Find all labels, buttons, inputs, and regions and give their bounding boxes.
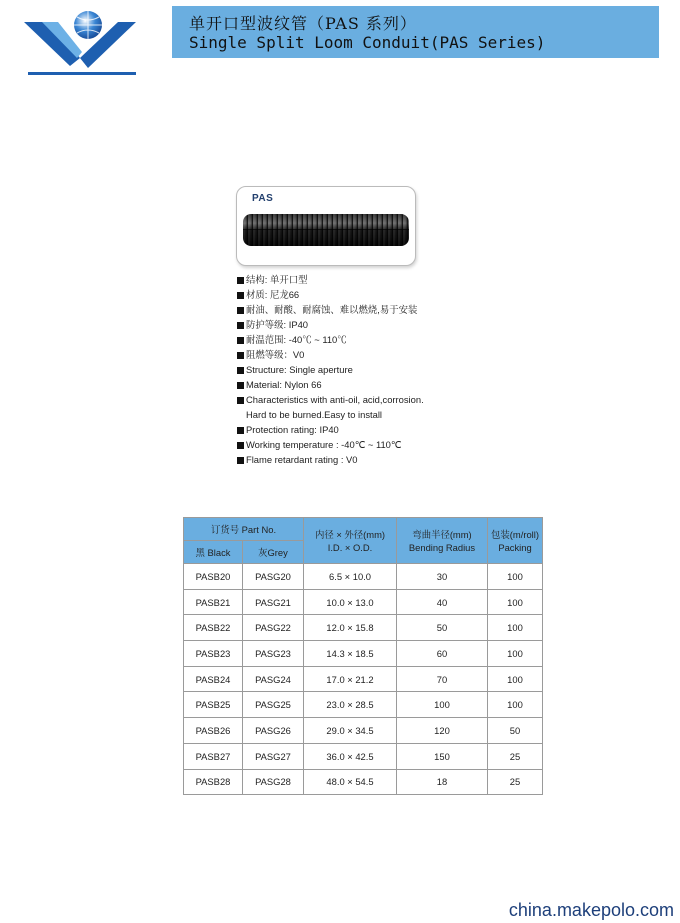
size-cell: 29.0 × 34.5 xyxy=(304,718,397,744)
black-header: 黑 Black xyxy=(184,541,243,564)
table-row xyxy=(184,769,543,795)
part-no-header: 订货号 Part No. xyxy=(184,518,304,541)
spec-text: Working temperature : -40℃ ~ 110℃ xyxy=(246,439,402,450)
grey-part-cell: PASG21 xyxy=(243,589,304,615)
spec-line xyxy=(237,272,424,287)
square-bullet-icon xyxy=(237,427,244,434)
spec-text: 结构: 单开口型 xyxy=(246,274,308,285)
packing-cell: 100 xyxy=(488,641,543,667)
packing-cell: 100 xyxy=(488,692,543,718)
bending-radius-cell: 30 xyxy=(397,564,488,590)
bending-radius-cell: 60 xyxy=(397,641,488,667)
bending-radius-header-en: Bending Radius xyxy=(408,541,476,553)
spec-line xyxy=(237,362,424,377)
size-cell: 48.0 × 54.5 xyxy=(304,769,397,795)
bending-radius-cell: 50 xyxy=(397,615,488,641)
black-part-cell: PASB23 xyxy=(184,641,243,667)
square-bullet-icon xyxy=(237,277,244,284)
packing-cell: 25 xyxy=(488,769,543,795)
spec-text: Protection rating: IP40 xyxy=(246,424,339,435)
title-english: Single Split Loom Conduit(PAS Series) xyxy=(189,33,546,52)
size-cell: 14.3 × 18.5 xyxy=(304,641,397,667)
spec-line xyxy=(237,437,424,452)
grey-part-cell: PASG26 xyxy=(243,718,304,744)
spec-line xyxy=(237,422,424,437)
spec-text: Structure: Single aperture xyxy=(246,364,353,375)
grey-part-cell: PASG25 xyxy=(243,692,304,718)
grey-part-cell: PASG27 xyxy=(243,743,304,769)
product-image-card xyxy=(236,186,416,266)
spec-text: 防护等级: IP40 xyxy=(246,319,308,330)
square-bullet-icon xyxy=(237,337,244,344)
spec-text: 耐温范围: -40℃ ~ 110℃ xyxy=(246,334,347,345)
black-part-cell: PASB20 xyxy=(184,564,243,590)
bending-radius-header xyxy=(397,518,488,564)
black-part-cell: PASB27 xyxy=(184,743,243,769)
spec-line xyxy=(237,377,424,392)
size-cell: 6.5 × 10.0 xyxy=(304,564,397,590)
spec-text: 材质: 尼龙66 xyxy=(246,289,300,300)
packing-cell: 50 xyxy=(488,718,543,744)
size-cell: 12.0 × 15.8 xyxy=(304,615,397,641)
table-row xyxy=(184,564,543,590)
black-part-cell: PASB26 xyxy=(184,718,243,744)
company-logo xyxy=(22,6,140,80)
square-bullet-icon xyxy=(237,442,244,449)
globe-v-logo-icon xyxy=(22,6,140,80)
spec-list xyxy=(237,272,424,467)
spec-text: Material: Nylon 66 xyxy=(246,379,322,390)
packing-cell: 100 xyxy=(488,615,543,641)
packing-cell: 25 xyxy=(488,743,543,769)
black-part-cell: PASB28 xyxy=(184,769,243,795)
spec-line xyxy=(237,407,424,422)
spec-text: Hard to be burned.Easy to install xyxy=(246,409,383,420)
packing-cell: 100 xyxy=(488,589,543,615)
grey-part-cell: PASG20 xyxy=(243,564,304,590)
spec-line xyxy=(237,317,424,332)
black-part-cell: PASB24 xyxy=(184,666,243,692)
table-row xyxy=(184,666,543,692)
black-part-cell: PASB22 xyxy=(184,615,243,641)
black-part-cell: PASB25 xyxy=(184,692,243,718)
spec-line xyxy=(237,302,424,317)
table-row xyxy=(184,615,543,641)
grey-part-cell: PASG24 xyxy=(243,666,304,692)
square-bullet-icon xyxy=(237,397,244,404)
square-bullet-icon xyxy=(237,307,244,314)
size-cell: 10.0 × 13.0 xyxy=(304,589,397,615)
title-chinese: 单开口型波纹管（PAS 系列） xyxy=(189,14,417,33)
bending-radius-cell: 18 xyxy=(397,769,488,795)
grey-part-cell: PASG28 xyxy=(243,769,304,795)
spec-text: 阻燃等级：V0 xyxy=(246,349,305,360)
product-label: PAS xyxy=(252,193,274,204)
bending-radius-cell: 120 xyxy=(397,718,488,744)
size-cell: 36.0 × 42.5 xyxy=(304,743,397,769)
spec-line xyxy=(237,332,424,347)
watermark-text: china.makepolo.com xyxy=(508,900,674,920)
table-row xyxy=(184,718,543,744)
packing-header xyxy=(488,518,543,564)
black-part-cell: PASB21 xyxy=(184,589,243,615)
square-bullet-icon xyxy=(237,382,244,389)
id-od-header-cn: 内径 × 外径(mm) xyxy=(314,528,386,540)
bending-radius-cell: 40 xyxy=(397,589,488,615)
id-od-header-en: I.D. × O.D. xyxy=(327,541,373,553)
title-banner xyxy=(172,6,659,58)
bending-radius-cell: 100 xyxy=(397,692,488,718)
table-row xyxy=(184,692,543,718)
table-header-row xyxy=(184,518,543,541)
table-row xyxy=(184,743,543,769)
spec-text: Flame retardant rating : V0 xyxy=(246,454,358,465)
square-bullet-icon xyxy=(237,322,244,329)
table-row xyxy=(184,641,543,667)
packing-cell: 100 xyxy=(488,564,543,590)
square-bullet-icon xyxy=(237,457,244,464)
packing-header-cn: 包装(m/roll) xyxy=(491,528,539,540)
spec-text: Characteristics with anti-oil, acid,corrosion. xyxy=(246,394,424,405)
spec-line xyxy=(237,452,424,467)
id-od-header xyxy=(304,518,397,564)
spec-text: 耐油、耐酸、耐腐蚀、难以燃烧,易于安装 xyxy=(246,304,418,315)
parts-table xyxy=(183,517,543,795)
grey-part-cell: PASG22 xyxy=(243,615,304,641)
square-bullet-icon xyxy=(237,292,244,299)
packing-cell: 100 xyxy=(488,666,543,692)
size-cell: 23.0 × 28.5 xyxy=(304,692,397,718)
bending-radius-header-cn: 弯曲半径(mm) xyxy=(412,528,472,540)
spec-line xyxy=(237,287,424,302)
spec-line xyxy=(237,347,424,362)
bending-radius-cell: 70 xyxy=(397,666,488,692)
table-row xyxy=(184,589,543,615)
spec-line xyxy=(237,392,424,407)
packing-header-en: Packing xyxy=(498,541,532,553)
bending-radius-cell: 150 xyxy=(397,743,488,769)
grey-part-cell: PASG23 xyxy=(243,641,304,667)
grey-header: 灰Grey xyxy=(243,541,304,564)
size-cell: 17.0 × 21.2 xyxy=(304,666,397,692)
square-bullet-icon xyxy=(237,352,244,359)
corrugated-conduit-image xyxy=(243,213,409,247)
square-bullet-icon xyxy=(237,367,244,374)
